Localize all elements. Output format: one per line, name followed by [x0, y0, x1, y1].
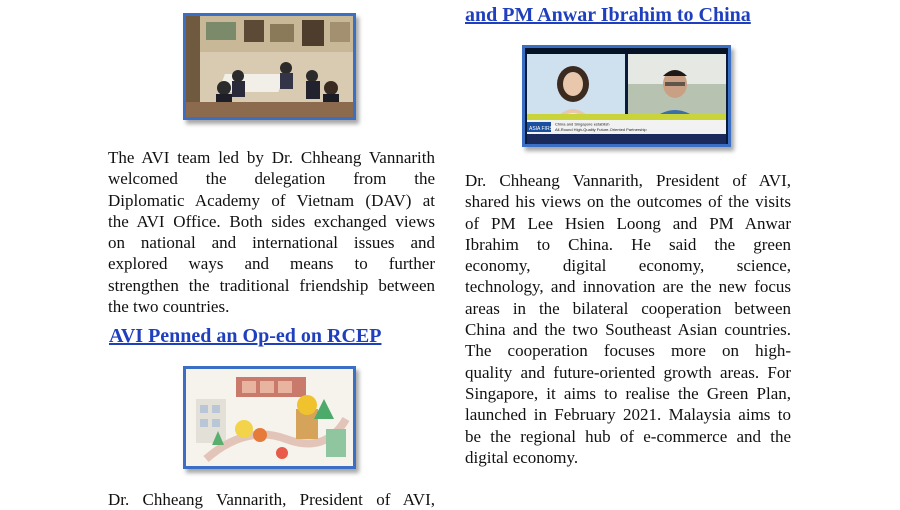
- china-visits-paragraph: [465, 170, 791, 468]
- text-line: the AVI Office. Both sides exchanged views: [108, 211, 435, 231]
- meeting-room-photo: [183, 13, 356, 120]
- text-line: strengthen the traditional friendship between: [108, 275, 435, 295]
- text-line: Ibrahim to China. He said the green: [465, 234, 791, 254]
- text-line: Singapore, it aims to realise the Green Plan,: [465, 383, 791, 403]
- text-line: Dr. Chheang Vannarith, President of AVI,: [108, 490, 435, 509]
- text-line: The AVI team led by Dr. Chheang Vannarith: [108, 148, 435, 167]
- text-line: areas in the bilateral cooperation between: [465, 298, 791, 318]
- text-line: Diplomatic Academy of Vietnam (DAV) at: [108, 190, 435, 210]
- tv-banner-line-2: All-Round High-Quality Future-Oriented Partnership: [555, 127, 647, 132]
- meeting-room-photo-icon: [186, 16, 353, 117]
- text-line: The cooperation focuses more on high-: [465, 341, 791, 361]
- text-line: be the regional hub of e-commerce and the: [465, 426, 791, 446]
- text-line: on national and international issues and: [108, 233, 435, 253]
- article-heading-china-visit[interactable]: and PM Anwar Ibrahim to China: [465, 4, 751, 26]
- text-line: the two countries.: [108, 297, 230, 317]
- text-line: economy, digital economy, science,: [465, 256, 791, 276]
- tv-ticker-label: ASIA FIRST: [529, 126, 556, 132]
- avi-dav-meeting-paragraph: [108, 147, 435, 317]
- text-line: of PM Lee Hsien Loong and PM Anwar: [465, 213, 791, 233]
- text-line: shared his views on the outcomes of the visits: [465, 192, 791, 212]
- text-line: launched in February 2021. Malaysia aims to: [465, 405, 791, 425]
- text-line: China and the two Southeast Asian countries.: [465, 320, 791, 340]
- text-line: welcomed the delegation from the: [108, 169, 435, 189]
- text-line: digital economy.: [465, 447, 579, 467]
- rcep-oped-heading[interactable]: AVI Penned an Op-ed on RCEP: [109, 325, 382, 347]
- text-line: technology, and innovation are the new focus: [465, 277, 791, 297]
- text-line: Dr. Chheang Vannarith, President of AVI,: [465, 171, 791, 190]
- rcep-illustration-photo: [183, 366, 356, 469]
- rcep-trade-illustration-icon: [186, 369, 353, 466]
- text-line: quality and future-oriented growth areas. For: [465, 362, 791, 382]
- text-line: explored ways and means to further: [108, 254, 435, 274]
- tv-interview-photo: [522, 45, 731, 147]
- tv-interview-screenshot-icon: [525, 48, 728, 144]
- tv-banner-line-1: China and Singapore establish: [555, 121, 610, 127]
